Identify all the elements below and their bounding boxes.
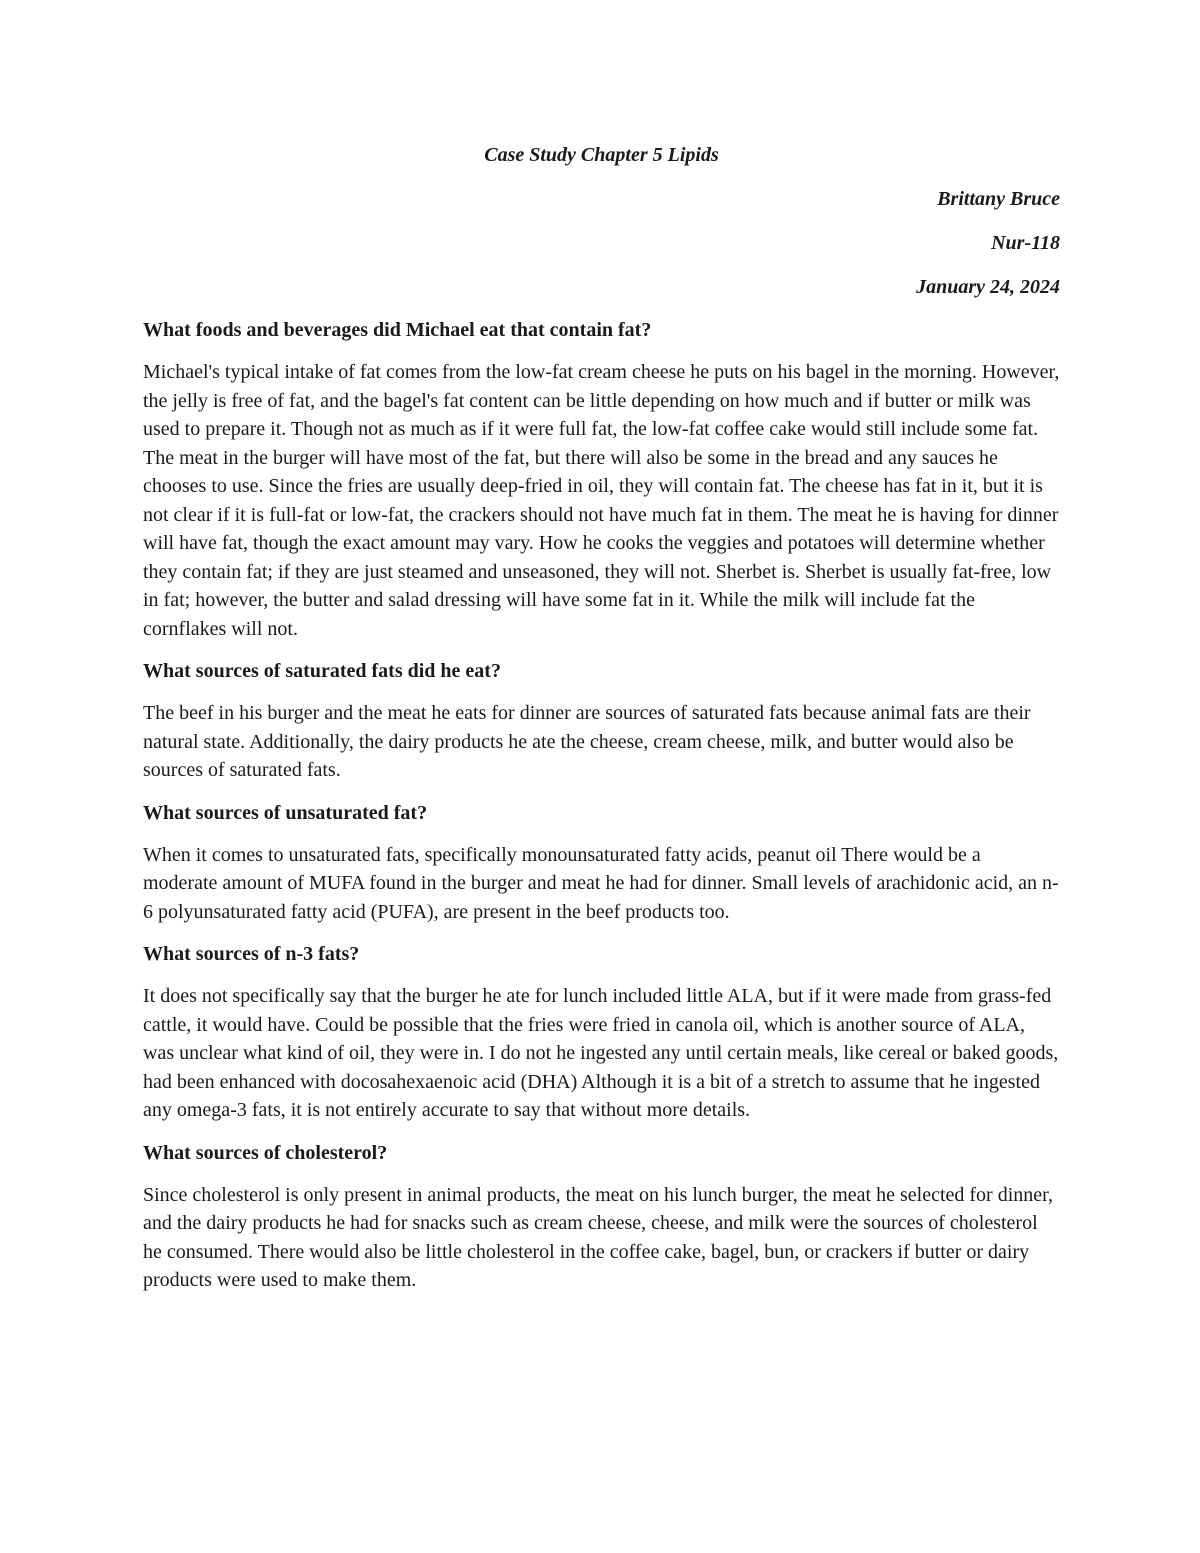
answer-unsaturated-fats: When it comes to unsaturated fats, specifically monounsaturated fatty acids, peanut oil There would be a moderate amount of MUFA found in the burger and meat he had for dinner. Small levels of arachidonic acid, an n-6 polyunsaturated fatty acid (PUFA), are present in the beef products too. [143,843,1059,923]
answer-cholesterol: Since cholesterol is only present in animal products, the meat on his lunch burger, the meat he selected for dinner, and the dairy products he had for snacks such as cream cheese, cheese, and milk were the sources of cholesterol he consumed. There would also be little cholesterol in the coffee cake, bagel, bun, or crackers if butter or dairy products were used to make them. [143,1183,1053,1291]
course-code: Nur-118 [991,232,1060,254]
document-title: Case Study Chapter 5 Lipids [484,144,719,166]
author-name: Brittany Bruce [937,188,1060,210]
question-saturated-fats: What sources of saturated fats did he eat? [143,660,501,682]
question-n3-fats: What sources of n-3 fats? [143,943,360,965]
question-cholesterol: What sources of cholesterol? [143,1141,388,1164]
document-date: January 24, 2024 [916,276,1060,298]
question-fat-foods: What foods and beverages did Michael eat that contain fat? [143,319,652,341]
document-page [143,140,1060,1309]
answer-n3-fats: It does not specifically say that the burger he ate for lunch included little ALA, but if it were made from grass-fed cattle, it would have. Could be possible that the fries were fried in canola oil, which is another source of ALA, was unclear what kind of oil, they were in. I do not he ingested any until certain meals, like cereal or baked goods, had been enhanced with docosahexaenoic acid (DHA) Although it is a bit of a stretch to assume that he ingested any omega-3 fats, it is not entirely accurate to say that without more details. [143,985,1059,1121]
answer-saturated-fats: The beef in his burger and the meat he eats for dinner are sources of saturated fats because animal fats are their natural state. Additionally, the dairy products he ate the cheese, cream cheese, milk, and butter would also be sources of saturated fats. [143,702,1031,781]
answer-fat-foods: Michael's typical intake of fat comes from the low-fat cream cheese he puts on his bagel in the morning. However, the jelly is free of fat, and the bagel's fat content can be little depending on how much and if butter or milk was used to prepare it. Though not as much as if it were full fat, the low-fat coffee cake would still include some fat. The meat in the burger will have most of the fat, but there will also be some in the bread and any sauces he chooses to use. Since the fries are usually deep-fried in oil, they will contain fat. The cheese has fat in it, but it is not clear if it is full-fat or low-fat, the crackers should not have much fat in them. The meat he is having for dinner will have fat, though the exact amount may vary. How he cooks the veggies and potatoes will determine whether they contain fat; if they are just steamed and unseasoned, they will not. Sherbet is. Sherbet is usually fat-free, low in fat; however, the butter and salad dressing will have some fat in it. While the milk will include fat the cornflakes will not. [143,361,1060,640]
question-unsaturated-fats: What sources of unsaturated fat? [143,801,428,824]
